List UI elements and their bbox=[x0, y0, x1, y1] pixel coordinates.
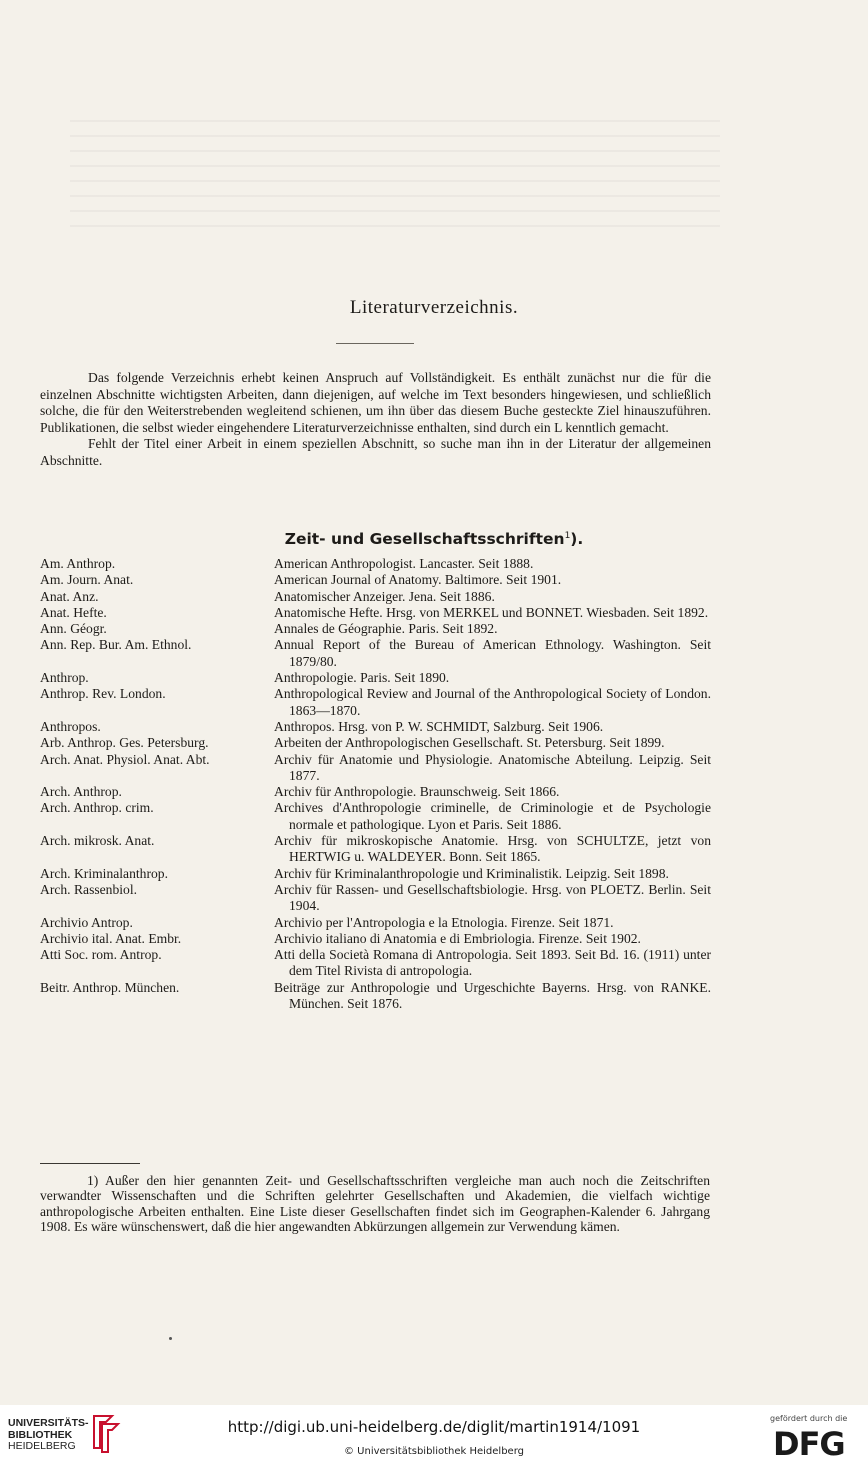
entry-description: Archiv für Anatomie und Physiologie. Anatomische Abteilung. Leipzig. Seit 1877. bbox=[274, 751, 711, 783]
bibliography-entry bbox=[40, 784, 711, 800]
bibliography-entry bbox=[40, 637, 711, 670]
entry-abbreviation: Arch. Anthrop. bbox=[40, 784, 122, 800]
bibliography-entry bbox=[40, 800, 711, 833]
entry-abbreviation: Anthrop. bbox=[40, 670, 89, 686]
entry-description: Anthropological Review and Journal of the Anthropological Society of London. 1863—1870. bbox=[274, 686, 711, 718]
entry-description: Beiträge zur Anthropologie und Urgeschichte Bayerns. Hrsg. von RANKE. München. Seit 1876. bbox=[274, 979, 711, 1012]
entry-abbreviation: Arch. Rassenbiol. bbox=[40, 881, 138, 897]
page-title: Literaturverzeichnis. bbox=[349, 297, 519, 318]
entry-description: Anthropologie. Paris. Seit 1890. bbox=[274, 670, 450, 686]
section-heading-close: ). bbox=[570, 530, 584, 548]
bibliography-entry bbox=[40, 980, 711, 1013]
entry-abbreviation: Arch. Anat. Physiol. Anat. Abt. bbox=[40, 751, 210, 767]
bibliography-entry bbox=[40, 589, 711, 605]
intro-text bbox=[40, 370, 711, 470]
entry-abbreviation: Ann. Géogr. bbox=[40, 621, 107, 637]
bibliography-entry bbox=[40, 556, 711, 572]
footnote: 1) Außer den hier genannten Zeit- und Gesellschaftsschriften vergleiche man auch noch die Zeitschriften verwandter Wissenschaften und die Schriften gelehrter Gesellschaften und Akademien, die vielfach wichtige anthropologische Arbeiten enthalten. Eine Liste dieser Gesellschaften findet sich im Geographen-Kalender 6. Jahrgang 1908. Es wäre wünschenswert, daß die hier angewandten Abkürzungen allgemein zur Verwendung kämen. bbox=[40, 1173, 710, 1234]
bibliography-entry bbox=[40, 719, 711, 735]
entry-description: American Anthropologist. Lancaster. Seit 1888. bbox=[274, 556, 534, 571]
entry-abbreviation: Anthropos. bbox=[40, 718, 101, 734]
entry-description: Anatomische Hefte. Hrsg. von MERKEL und BONNET. Wiesbaden. Seit 1892. bbox=[274, 604, 709, 620]
bibliography-entry bbox=[40, 605, 711, 621]
entry-abbreviation: Arch. mikrosk. Anat. bbox=[40, 833, 155, 849]
entry-description: Archiv für Kriminalanthropologie und Kriminalistik. Leipzig. Seit 1898. bbox=[274, 865, 669, 881]
entry-description: Atti della Società Romana di Antropologia. Seit 1893. Seit Bd. 16. (1911) unter dem Titel Rivista di antropologia. bbox=[274, 947, 711, 979]
library-line-2: BIBLIOTHEK bbox=[8, 1428, 73, 1441]
entry-abbreviation: Archivio ital. Anat. Embr. bbox=[40, 930, 182, 946]
library-line-1: UNIVERSITÄTS- bbox=[8, 1417, 89, 1429]
footnote-marker: 1 bbox=[564, 530, 571, 541]
entry-abbreviation: Beitr. Anthrop. München. bbox=[40, 979, 180, 995]
bibliography-entry bbox=[40, 833, 711, 866]
entry-abbreviation: Archivio Antrop. bbox=[40, 914, 133, 930]
bibliography-entry bbox=[40, 882, 711, 915]
section-heading bbox=[0, 530, 868, 548]
entry-abbreviation: Anat. Anz. bbox=[40, 588, 99, 604]
bibliography-entry bbox=[40, 931, 711, 947]
bibliography-entry bbox=[40, 686, 711, 719]
entry-abbreviation: Anthrop. Rev. London. bbox=[40, 686, 166, 702]
bibliography-entry bbox=[40, 735, 711, 751]
entry-abbreviation: Ann. Rep. Bur. Am. Ethnol. bbox=[40, 637, 192, 653]
entry-description: Anthropos. Hrsg. von P. W. SCHMIDT, Salzburg. Seit 1906. bbox=[274, 718, 604, 734]
bibliography-entry bbox=[40, 866, 711, 882]
entry-description: Annales de Géographie. Paris. Seit 1892. bbox=[274, 621, 498, 637]
bibliography-entry bbox=[40, 915, 711, 931]
footnote-divider bbox=[40, 1163, 140, 1164]
speck bbox=[169, 1337, 172, 1340]
entry-description: Archiv für mikroskopische Anatomie. Hrsg. von SCHULTZE, jetzt von HERTWIG u. WALDEYER. Bonn. Seit 1865. bbox=[274, 833, 711, 865]
bibliography-entry bbox=[40, 621, 711, 637]
entry-description: Archiv für Anthropologie. Braunschweig. Seit 1866. bbox=[274, 784, 560, 800]
copyright-text: © Universitätsbibliothek Heidelberg bbox=[343, 1446, 524, 1457]
entry-description: Anatomischer Anzeiger. Jena. Seit 1886. bbox=[274, 588, 495, 604]
intro-paragraph-1: Das folgende Verzeichnis erhebt keinen Anspruch auf Vollständigkeit. Es enthält zunächst nur die für die einzelnen Abschnitte wichtigsten Arbeiten, dann diejenigen, auf welche im Text besonders hingewiesen, und schließlich solche, die für den Weiterstrebenden wegleitend schienen, um ihn über das diesem Buche gesteckte Ziel hinauszuführen. Publikationen, die selbst wieder eingehendere Literaturverzeichnisse enthalten, sind durch ein L kenntlich gemacht. bbox=[40, 370, 711, 435]
permalink-url[interactable]: http://digi.ub.uni-heidelberg.de/diglit/martin1914/1091 bbox=[227, 1418, 641, 1436]
entry-description: Archivio italiano di Anatomia e di Embriologia. Firenze. Seit 1902. bbox=[274, 930, 641, 946]
bibliography-entry bbox=[40, 752, 711, 785]
bleed-through-text bbox=[70, 120, 720, 240]
entry-abbreviation: Arb. Anthrop. Ges. Petersburg. bbox=[40, 735, 209, 751]
entry-description: Archives d'Anthropologie criminelle, de Criminologie et de Psychologie normale et pathologique. Lyon et Paris. Seit 1886. bbox=[274, 800, 711, 832]
footer-bar bbox=[0, 1405, 868, 1468]
entry-description: Arbeiten der Anthropologischen Gesellschaft. St. Petersburg. Seit 1899. bbox=[274, 735, 665, 751]
bibliography-entry bbox=[40, 572, 711, 588]
entry-abbreviation: Arch. Anthrop. crim. bbox=[40, 800, 154, 816]
entry-description: American Journal of Anatomy. Baltimore. Seit 1901. bbox=[274, 572, 562, 588]
dfg-logo: DFG bbox=[773, 1425, 845, 1463]
entry-description: Archiv für Rassen- und Gesellschaftsbiologie. Hrsg. von PLOETZ. Berlin. Seit 1904. bbox=[274, 881, 711, 914]
entry-abbreviation: Arch. Kriminalanthrop. bbox=[40, 865, 168, 881]
entry-abbreviation: Am. Journ. Anat. bbox=[40, 572, 134, 588]
entry-abbreviation: Am. Anthrop. bbox=[40, 556, 116, 571]
entry-description: Archivio per l'Antropologia e la Etnologia. Firenze. Seit 1871. bbox=[274, 914, 614, 930]
entry-description: Annual Report of the Bureau of American Ethnology. Washington. Seit 1879/80. bbox=[274, 637, 711, 669]
bibliography-list bbox=[40, 556, 711, 1012]
intro-paragraph-2: Fehlt der Titel einer Arbeit in einem speziellen Abschnitt, so suche man ihn in der Literatur der allgemeinen Abschnitte. bbox=[40, 436, 711, 468]
library-line-3: HEIDELBERG bbox=[8, 1440, 76, 1452]
title-divider bbox=[336, 343, 414, 344]
bibliography-entry bbox=[40, 947, 711, 980]
entry-abbreviation: Atti Soc. rom. Antrop. bbox=[40, 947, 162, 963]
section-heading-text: Zeit- und Gesellschaftsschriften bbox=[284, 530, 565, 548]
entry-abbreviation: Anat. Hefte. bbox=[40, 604, 107, 620]
bibliography-entry bbox=[40, 670, 711, 686]
funding-note: gefördert durch die bbox=[770, 1414, 848, 1423]
